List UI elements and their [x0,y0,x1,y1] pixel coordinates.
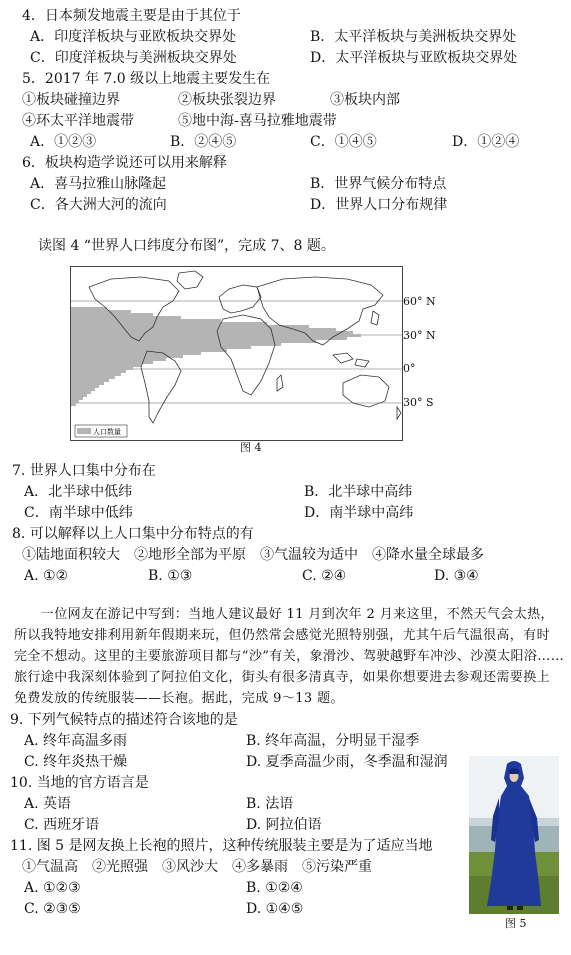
figure4-intro: 读图 4 “世界人口纬度分布图”，完成 7、8 题。 [38,238,335,254]
q9-stem: 9. 下列气候特点的描述符合该地的是 [10,712,238,728]
q4-stem: 4．日本频发地震主要是由于其位于 [22,8,241,24]
passage-line: 完全不想动。这里的主要旅游项目都与“沙”有关，象滑沙、驾驶越野车冲沙、沙漠太阳浴…… [14,649,565,664]
lat-label-30n: 30° N [403,329,436,342]
q9-option-c[interactable]: C. 终年炎热干燥 [24,754,128,770]
passage-line: 免费发放的传统服装——长袍。据此，完成 9～13 题。 [14,691,344,706]
q6-option-c[interactable]: C．各大洲大河的流向 [30,197,167,213]
q6-option-d[interactable]: D．世界人口分布规律 [310,197,448,213]
q10-option-a[interactable]: A. 英语 [24,796,72,812]
q9-option-a[interactable]: A. 终年高温多雨 [24,733,128,749]
q4-option-b[interactable]: B．太平洋板块与美洲板块交界处 [310,29,517,45]
q11-option-b[interactable]: B. ①②④ [246,880,303,896]
lat-label-equator: 0° [403,362,416,375]
q8-option-d[interactable]: D. ③④ [434,568,479,584]
q5-option-d[interactable]: D．①②④ [452,134,520,150]
passage-line: 一位网友在游记中写到：当地人建议最好 11 月到次年 2 月来这里，不然天气会太热， [14,607,554,622]
q8-option-c[interactable]: C. ②④ [302,568,347,584]
q5-item-1: ①板块碰撞边界 [22,92,120,108]
q5-option-a[interactable]: A．①②③ [30,134,97,150]
travel-passage [14,604,565,709]
q7-stem: 7. 世界人口集中分布在 [12,463,156,479]
q7-option-c[interactable]: C．南半球中低纬 [24,505,133,521]
figure4-caption: 图 4 [240,441,262,454]
population-latitude-map [70,266,403,441]
lat-label-60n: 60° N [403,295,436,308]
q11-stem: 11. 图 5 是网友换上长袍的照片，这种传统服装主要是为了适应当地 [10,838,433,854]
passage-line: 旅行途中我深刻体验到了阿拉伯文化，街头有很多清真寺，如果你想要进去参观还需要换上 [14,670,551,685]
q6-option-b[interactable]: B．世界气候分布特点 [310,176,447,192]
q9-option-b[interactable]: B. 终年高温，分明显干湿季 [246,733,420,749]
q7-option-d[interactable]: D．南半球中高纬 [304,505,414,521]
q11-option-a[interactable]: A. ①②③ [24,880,81,896]
q10-option-d[interactable]: D. 阿拉伯语 [246,817,322,833]
q6-option-a[interactable]: A．喜马拉雅山脉隆起 [30,176,167,192]
passage-line: 所以我特地安排利用新年假期来玩，但仍然常会感觉光照特别强，尤其午后气温很高，有时 [14,628,551,643]
q10-option-c[interactable]: C. 西班牙语 [24,817,100,833]
lat-label-30s: 30° S [403,396,434,409]
q7-option-a[interactable]: A．北半球中低纬 [24,484,133,500]
figure5-caption: 图 5 [505,917,527,930]
q5-option-b[interactable]: B．②④⑤ [170,134,237,150]
robe-photo-drawing [469,756,559,914]
q4-option-a[interactable]: A．印度洋板块与亚欧板块交界处 [30,29,237,45]
legend-label: 人口数量 [93,428,121,436]
q5-item-4: ④环太平洋地震带 [22,113,134,129]
q5-item-2: ②板块张裂边界 [178,92,276,108]
q8-items: ①陆地面积较大 ②地形全部为平原 ③气温较为适中 ④降水量全球最多 [22,547,484,563]
q7-option-b[interactable]: B．北半球中高纬 [304,484,413,500]
q8-option-a[interactable]: A. ①② [24,568,69,584]
q11-option-c[interactable]: C. ②③⑤ [24,901,81,917]
map-legend [75,425,127,437]
q5-item-3: ③板块内部 [330,92,400,108]
q4-option-c[interactable]: C．印度洋板块与美洲板块交界处 [30,50,237,66]
q5-item-5: ⑤地中海-喜马拉雅地震带 [178,113,337,129]
q5-stem: 5．2017 年 7.0 级以上地震主要发生在 [22,71,271,87]
q8-option-b[interactable]: B. ①③ [148,568,193,584]
map-drawing [71,267,402,440]
q10-stem: 10. 当地的官方语言是 [10,775,149,791]
q5-option-c[interactable]: C．①④⑤ [310,134,377,150]
robe-photo [469,756,559,914]
q11-option-d[interactable]: D. ①④⑤ [246,901,304,917]
q8-stem: 8. 可以解释以上人口集中分布特点的有 [12,526,254,542]
q9-option-d[interactable]: D. 夏季高温少雨，冬季温和湿润 [246,754,448,770]
q10-option-b[interactable]: B. 法语 [246,796,294,812]
q11-items: ①气温高 ②光照强 ③风沙大 ④多暴雨 ⑤污染严重 [22,859,372,875]
population-bars [71,307,361,406]
q6-stem: 6．板块构造学说还可以用来解释 [22,155,227,171]
q4-option-d[interactable]: D．太平洋板块与亚欧板块交界处 [310,50,518,66]
